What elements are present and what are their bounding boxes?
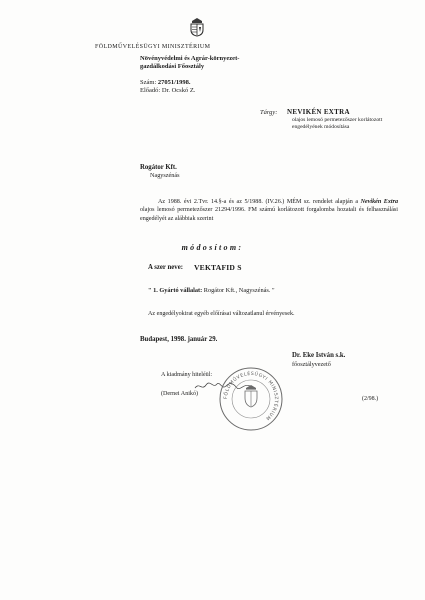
svg-text:FÖLDMŰVELÉSÜGYI MINISZTÉRIUM [222,369,280,421]
coat-of-arms-icon [188,17,206,37]
addressee-name: Rogátor Kft. [140,164,177,171]
official-seal-icon [218,366,284,432]
document-number: (2/98.) [362,396,379,402]
body-text-1: Az 1988. évi 2.Tvr. 14.§-a és az 5/1988. (IV.26.) MÉM sz. rendelet alapján a [158,199,361,205]
subject-description: olajos lemosó permetezőszer korlátozott engedélyének módosítása [292,117,383,131]
reference-number-label: Szám: [140,79,157,86]
manufacturer-value: Rogátor Kft., Nagyszénás. " [202,287,275,294]
body-paragraph [140,198,398,223]
department-line-1: Növényvédelmi és Agrár-környezet- [140,55,240,62]
department-line-2: gazdálkodási Főosztály [140,63,205,70]
place-and-date: Budapest, 1998. január 29. [140,336,218,343]
certification-label: A kiadmány hiteléül: [161,372,213,378]
product-name-label: A szer neve: [148,264,183,271]
modification-heading: módosítom: [181,243,244,252]
body-text-2: olajos lemosó permetezőszer 21294/1996. FM számú korlátozott forgalomba hozatali és felhasználási engedélyét az alábbiak szerint [140,207,398,222]
handler-value: Dr. Ocskó Z. [161,87,196,94]
certifier-name: (Dernei Anikó) [161,391,199,397]
manufacturer-line [148,287,275,294]
subject-label: Tárgy: [260,109,278,116]
reference-number-value: 27051/1998. [157,79,191,86]
handler [140,87,195,94]
addressee-city: Nagyszénás [150,172,180,179]
signatory-name: Dr. Eke István s.k. [292,352,346,359]
seal-text: FÖLDMŰVELÉSÜGYI MINISZTÉRIUM [223,371,279,421]
handler-label: Előadó: [140,87,161,94]
ministry-name: FÖLDMŰVELÉSÜGYI MINISZTÉRIUM [95,44,211,50]
validity-note: Az engedélyokirat egyéb előírásai változatlanul érvényesek. [148,311,295,317]
manufacturer-label: " 1. Gyártó vállalat: [148,287,203,294]
product-name-value: VEKTAFID S [194,263,242,272]
subject-title: NEVIKÉN EXTRA [287,108,350,116]
body-product-name: Nevikén Extra [360,199,398,205]
reference-number [140,79,191,86]
signatory-title: főosztályvezető [292,361,331,368]
